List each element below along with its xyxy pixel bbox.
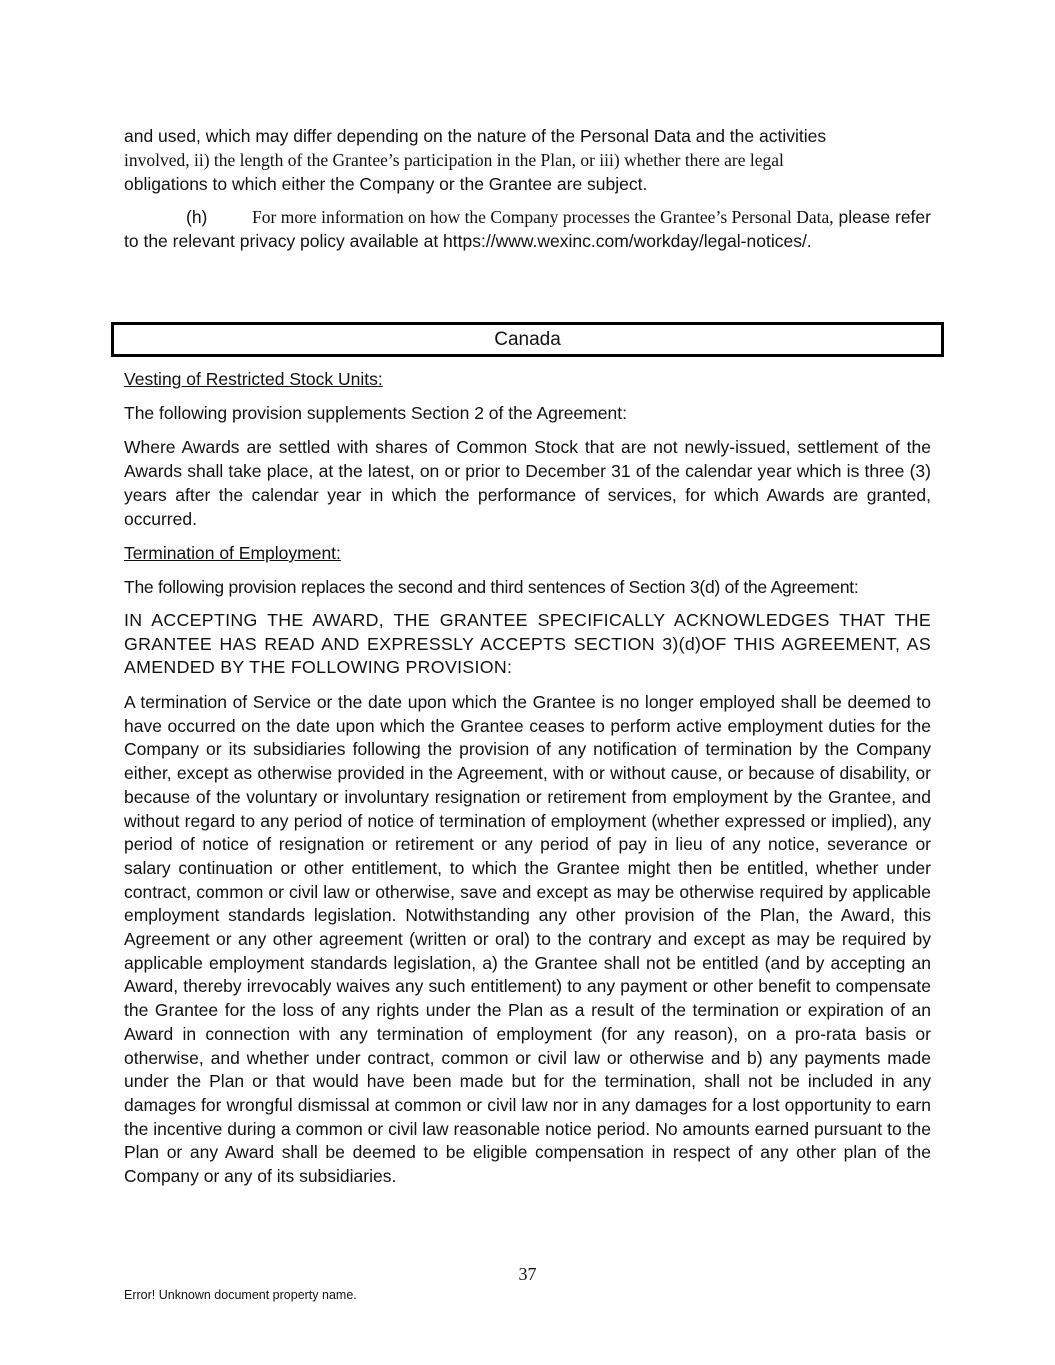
termination-body: A termination of Service or the date upon which the Grantee is no longer employed shall be deemed to have occurred on the date upon which the Grantee ceases to perform active employment duties for the Company or its subsidiaries following the provision of any notification of termination by the Company either, except as otherwise provided in the Agreement, with or without cause, or because of disability, or because of the voluntary or involuntary resignation or retirement from employment by the Grantee, and without regard to any period of notice of termination of employment (whether expressed or implied), any period of notice of resignation or retirement or any period of pay in lieu of any notice, severance or salary continuation or other entitlement, to which the Grantee might then be entitled, whether under contract, common or civil law or otherwise, save and except as may be otherwise required by applicable employment standards legislation. Notwithstanding any other provision of the Plan, the Award, this Agreement or any other agreement (written or oral) to the contrary and except as may be required by applicable employment standards legislation, a) the Grantee shall not be entitled (and by accepting an Award, thereby irrevocably waives any such entitlement) to any payment or other benefit to compensate the Grantee for the loss of any rights under the Plan as a result of the termination or expiration of an Award in connection with any termination of employment (for any reason), on a pro-rata basis or otherwise, and whether under contract, common or civil law or otherwise and b) any payments made under the Plan or that would have been made but for the termination, shall not be included in any damages for wrongful dismissal at common or civil law nor in any damages for a lost opportunity to earn the incentive during a common or civil law reasonable notice period. No amounts earned pursuant to the Plan or any Award shall be deemed to be eligible compensation in respect of any other plan of the Company or any of its subsidiaries.: [124, 692, 931, 1187]
termination-heading-wrapper: [124, 541, 931, 565]
termination-body-wrapper: [124, 691, 931, 1189]
vesting-body-wrapper: [124, 435, 931, 531]
vesting-heading: Vesting of Restricted Stock Units:: [124, 369, 383, 389]
termination-acknowledgement: IN ACCEPTING THE AWARD, THE GRANTEE SPECIFICALLY ACKNOWLEDGES THAT THE GRANTEE HAS READ AND EXPRESSLY ACCEPTS SECTION 3)(d)OF THIS AGREEMENT, AS AMENDED BY THE FOLLOWING PROVISION:: [124, 610, 931, 677]
paragraph-h-text: please refer to the relevant privacy policy available at https://www.wexinc.com/workday/legal-notices/.: [124, 207, 931, 251]
footer-note: Error! Unknown document property name.: [124, 1288, 357, 1302]
paragraph-h-label: (h): [186, 207, 208, 227]
paragraph-line-1: and used, which may differ depending on the nature of the Personal Data and the activities: [124, 126, 827, 146]
termination-intro-wrapper: [124, 575, 931, 599]
vesting-intro-wrapper: [124, 401, 931, 425]
privacy-continuation-paragraph: [124, 124, 931, 196]
paragraph-h: [124, 205, 931, 253]
paragraph-line-2: involved, ii) the length of the Grantee’s participation in the Plan, or iii) whether there are legal: [124, 150, 784, 170]
vesting-heading-wrapper: [124, 367, 931, 391]
vesting-body: Where Awards are settled with shares of Common Stock that are not newly-issued, settlement of the Awards shall take place, at the latest, on or prior to December 31 of the calendar year which is three (3) years after the calendar year in which the performance of services, for which Awards are granted, occurred.: [124, 437, 931, 529]
paragraph-h-serif-text: For more information on how the Company processes the Grantee’s Personal Data,: [252, 207, 834, 227]
page-number: 37: [518, 1264, 537, 1284]
termination-caps-wrapper: [124, 609, 931, 680]
termination-heading: Termination of Employment:: [124, 543, 341, 563]
vesting-intro: The following provision supplements Section 2 of the Agreement:: [124, 403, 627, 423]
termination-intro: The following provision replaces the second and third sentences of Section 3(d) of the Agreement:: [124, 577, 859, 597]
canada-section-header: Canada: [111, 322, 944, 357]
paragraph-line-3: obligations to which either the Company or the Grantee are subject.: [124, 174, 648, 194]
